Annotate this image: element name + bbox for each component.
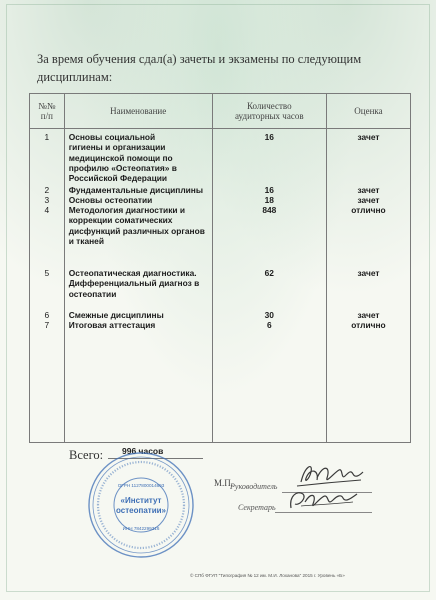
row-grade: зачет xyxy=(357,195,380,205)
printer-footer: © СПб ФГУП "Типография № 12 им. М.И. Лоханова" 2015 г. Уровень «Б» xyxy=(190,573,345,578)
stamp-text-line-1: «Институт xyxy=(120,496,162,505)
row-discipline-name: Основы остеопатии xyxy=(68,195,153,205)
row-discipline-name: Смежные дисциплины xyxy=(68,310,164,320)
heading-line-2: дисциплинам: xyxy=(37,70,113,84)
row-hours: 6 xyxy=(266,320,272,330)
row-grade: зачет xyxy=(357,185,380,195)
column-hours xyxy=(212,129,326,443)
row-number: 2 xyxy=(44,185,50,195)
row-discipline-name: остеопатии xyxy=(68,288,117,299)
page-heading xyxy=(37,50,397,86)
seal-place-label: М.П. xyxy=(214,478,234,488)
row-grade: зачет xyxy=(357,132,380,142)
header-grade: Оценка xyxy=(326,94,410,129)
row-hours: 18 xyxy=(264,195,274,205)
organization-stamp xyxy=(86,450,196,560)
secretary-signature-image xyxy=(283,484,363,514)
row-discipline-name: Основы социальной xyxy=(68,132,156,142)
row-number: 6 xyxy=(44,310,50,320)
header-number: №№ п/п xyxy=(30,94,65,129)
row-hours: 16 xyxy=(264,185,274,195)
column-names xyxy=(64,129,212,443)
header-name: Наименование xyxy=(64,94,212,129)
row-number: 4 xyxy=(44,205,50,215)
row-grade: отлично xyxy=(351,320,386,330)
row-discipline-name: коррекции соматических xyxy=(68,215,173,226)
row-hours: 62 xyxy=(264,268,274,278)
table-body-row xyxy=(30,129,411,443)
head-signature-label: Руководитель xyxy=(230,482,278,491)
header-hours: Количество аудиторных часов xyxy=(212,94,326,129)
secretary-signature-label: Секретарь xyxy=(238,503,276,512)
stamp-text-line-2: остеопатии» xyxy=(116,506,166,515)
heading-line-1: За время обучения сдал(а) зачеты и экзамены по следующим xyxy=(37,52,362,66)
table-header-row xyxy=(30,94,411,129)
row-discipline-name: Методология диагностики и xyxy=(68,205,186,215)
row-number: 1 xyxy=(44,132,50,142)
row-hours: 16 xyxy=(264,132,274,142)
row-discipline-name: медицинской помощи по xyxy=(68,152,173,163)
row-grade: зачет xyxy=(357,310,380,320)
row-grade: зачет xyxy=(357,268,380,278)
total-label: Всего: xyxy=(69,448,104,462)
row-discipline-name: гигиены и организации xyxy=(68,142,166,153)
row-grade: отлично xyxy=(351,205,386,215)
row-discipline-name: и тканей xyxy=(68,235,104,246)
row-discipline-name: профилю «Остеопатия» в xyxy=(68,162,177,173)
column-numbers xyxy=(30,129,65,443)
disciplines-table xyxy=(29,93,411,443)
row-number: 3 xyxy=(44,195,50,205)
row-hours: 848 xyxy=(262,205,277,215)
row-discipline-name: Итоговая аттестация xyxy=(68,320,156,330)
row-discipline-name: Остеопатическая диагностика. xyxy=(68,268,197,278)
row-discipline-name: Фундаментальные дисциплины xyxy=(68,185,204,195)
row-discipline-name: дисфункций различных органов xyxy=(68,225,205,236)
total-value: 996 часов xyxy=(122,446,164,456)
stamp-inn: ИНН 7842299316 xyxy=(122,526,160,531)
row-discipline-name: Российской Федерации xyxy=(68,173,168,184)
row-hours: 30 xyxy=(264,310,274,320)
row-discipline-name: Дифференциальный диагноз в xyxy=(68,278,200,289)
row-number: 5 xyxy=(44,268,50,278)
column-grades xyxy=(326,129,410,443)
stamp-ogrn: ОГРН 1127800014693 xyxy=(117,483,165,488)
row-number: 7 xyxy=(44,320,50,330)
